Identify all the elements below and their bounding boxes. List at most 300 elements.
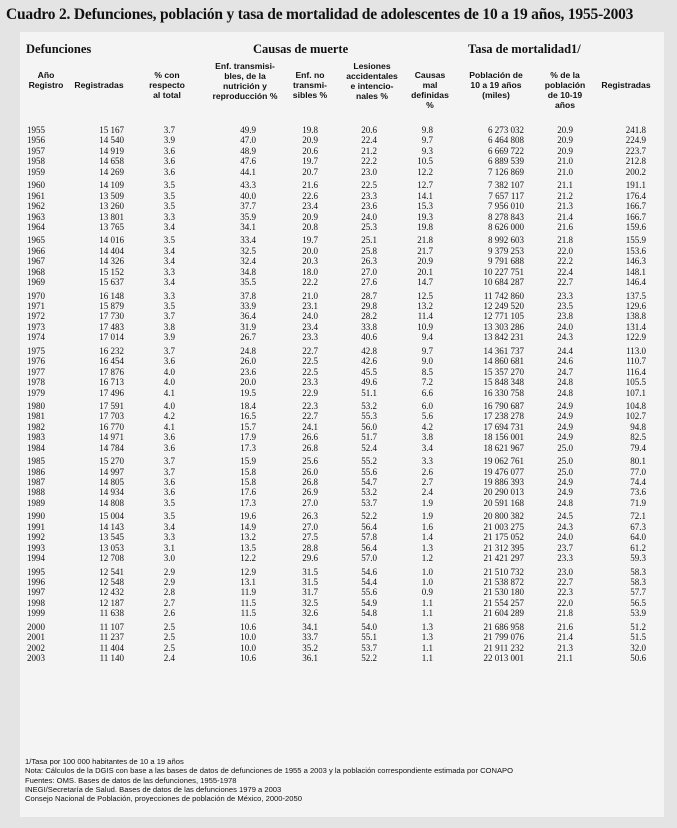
- cell-mal-definidas: 12.5: [417, 290, 433, 301]
- cell-pct-total: 4.0: [163, 377, 175, 388]
- cell-lesiones: 57.0: [361, 553, 377, 564]
- section-tasa-de-mortalidad: Tasa de mortalidad1/: [468, 42, 581, 56]
- cell-enf-no-transmisibles: 22.5: [302, 366, 318, 377]
- cell-lesiones: 56.0: [361, 421, 377, 432]
- cell-poblacion: 7 126 869: [488, 166, 524, 177]
- cell-registradas: 14 404: [99, 245, 124, 256]
- cell-enf-no-transmisibles: 32.5: [302, 597, 318, 608]
- cell-year: 1986: [27, 466, 45, 477]
- header-registradas-tasa: Registradas: [601, 80, 651, 90]
- cell-pct-poblacion: 24.3: [557, 521, 573, 532]
- cell-enf-transmisibles: 37.7: [240, 201, 256, 212]
- cell-year: 1975: [27, 345, 45, 356]
- cell-lesiones: 55.6: [361, 587, 377, 598]
- cell-mal-definidas: 1.0: [421, 576, 433, 587]
- cell-enf-no-transmisibles: 32.6: [302, 608, 318, 619]
- cell-registradas: 14 805: [99, 477, 124, 487]
- cell-mal-definidas: 1.0: [421, 566, 433, 577]
- header-enf-no-transmisibles: Enf. no transmi- sibles %: [292, 70, 328, 100]
- cell-year: 1959: [27, 166, 45, 177]
- cell-pct-total: 3.8: [163, 321, 175, 332]
- cell-pct-poblacion: 25.0: [557, 456, 573, 467]
- cell-tasa-registradas: 105.5: [625, 377, 646, 388]
- note-line: Consejo Nacional de Población, proyecciones de población de México, 2000-2050: [25, 794, 302, 804]
- cell-mal-definidas: 1.1: [421, 608, 433, 619]
- cell-registradas: 14 326: [99, 256, 124, 267]
- cell-lesiones: 21.2: [361, 145, 377, 156]
- note-line: INEGI/Secretaría de Salud. Bases de datos de las defunciones 1979 a 2003: [25, 784, 282, 794]
- cell-enf-no-transmisibles: 27.0: [302, 497, 318, 508]
- cell-registradas: 14 919: [99, 145, 124, 156]
- cell-enf-no-transmisibles: 34.1: [302, 621, 318, 632]
- table-row: [20, 532, 664, 542]
- cell-poblacion: 16 330 758: [483, 387, 524, 398]
- note-line: Nota: Cálculos de la DGIS con base a las bases de datos de defunciones de 1955 a 2003 y la población correspondiente estimada por CONAPO: [25, 766, 513, 776]
- cell-registradas: 13 053: [99, 542, 124, 553]
- note-line: Fuentes: OMS. Bases de datos de las defunciones, 1955-1978: [25, 775, 237, 785]
- cell-enf-no-transmisibles: 24.1: [302, 421, 318, 432]
- cell-mal-definidas: 2.7: [421, 477, 433, 487]
- cell-year: 1998: [27, 597, 45, 608]
- cell-pct-total: 3.6: [163, 156, 175, 167]
- cell-lesiones: 51.7: [361, 432, 377, 443]
- cell-enf-transmisibles: 32.4: [240, 256, 256, 267]
- cell-lesiones: 55.3: [361, 411, 377, 422]
- cell-pct-total: 3.7: [163, 345, 175, 356]
- cell-year: 1960: [27, 180, 45, 191]
- cell-registradas: 14 971: [99, 432, 124, 443]
- cell-enf-transmisibles: 11.5: [240, 608, 256, 619]
- cell-enf-transmisibles: 10.0: [240, 632, 256, 643]
- table-row: [20, 411, 664, 421]
- cell-enf-transmisibles: 36.4: [240, 311, 256, 322]
- cell-mal-definidas: 1.1: [421, 597, 433, 608]
- cell-tasa-registradas: 146.3: [625, 256, 646, 267]
- cell-poblacion: 11 742 860: [483, 290, 524, 301]
- cell-enf-transmisibles: 17.9: [240, 432, 256, 443]
- cell-pct-total: 3.3: [163, 211, 175, 222]
- cell-enf-no-transmisibles: 19.7: [302, 156, 318, 167]
- cell-lesiones: 52.2: [361, 653, 377, 663]
- cell-pct-poblacion: 24.0: [557, 321, 573, 332]
- cell-enf-no-transmisibles: 23.4: [302, 321, 318, 332]
- cell-poblacion: 7 956 010: [488, 201, 524, 212]
- cell-poblacion: 21 175 052: [483, 532, 524, 543]
- cell-pct-total: 3.9: [163, 332, 175, 343]
- cell-enf-no-transmisibles: 21.0: [302, 290, 318, 301]
- header-registradas: Registradas: [74, 80, 124, 90]
- cell-pct-total: 3.4: [163, 521, 175, 532]
- cell-pct-poblacion: 20.9: [557, 135, 573, 146]
- cell-mal-definidas: 6.0: [421, 400, 433, 411]
- cell-pct-total: 2.4: [163, 653, 175, 663]
- cell-enf-transmisibles: 10.0: [240, 642, 256, 653]
- cell-lesiones: 27.0: [361, 266, 377, 277]
- cell-enf-no-transmisibles: 22.3: [302, 400, 318, 411]
- cell-tasa-registradas: 51.2: [630, 621, 646, 632]
- header-lesiones: Lesiones accidentales e intencio- nales %: [346, 61, 398, 101]
- cell-enf-no-transmisibles: 20.7: [302, 166, 318, 177]
- cell-poblacion: 19 062 761: [483, 456, 524, 467]
- cell-enf-no-transmisibles: 22.7: [302, 411, 318, 422]
- cell-poblacion: 21 312 395: [483, 542, 524, 553]
- cell-registradas: 15 879: [99, 301, 124, 311]
- cell-pct-poblacion: 24.4: [557, 345, 573, 356]
- cell-pct-total: 3.6: [163, 356, 175, 367]
- cell-enf-transmisibles: 19.5: [240, 387, 256, 398]
- cell-mal-definidas: 2.4: [421, 487, 433, 498]
- cell-enf-no-transmisibles: 26.8: [302, 477, 318, 487]
- header-poblacion: Población de 10 a 19 años (miles): [469, 70, 523, 100]
- table-row: [20, 135, 664, 145]
- cell-registradas: 15 167: [99, 125, 124, 135]
- cell-enf-transmisibles: 11.9: [240, 587, 256, 598]
- cell-year: 1973: [27, 321, 45, 332]
- cell-tasa-registradas: 129.6: [625, 301, 646, 311]
- cell-pct-poblacion: 23.0: [557, 566, 573, 577]
- cell-lesiones: 52.4: [361, 442, 377, 453]
- section-defunciones: Defunciones: [26, 42, 92, 56]
- cell-lesiones: 29.8: [361, 301, 377, 311]
- table-row: [20, 498, 664, 508]
- cell-enf-no-transmisibles: 28.8: [302, 542, 318, 553]
- table-row: [20, 267, 664, 277]
- cell-poblacion: 6 669 722: [488, 145, 524, 156]
- cell-poblacion: 22 013 001: [483, 653, 524, 663]
- cell-enf-transmisibles: 11.5: [240, 597, 256, 608]
- cell-poblacion: 16 790 687: [483, 400, 524, 411]
- cell-enf-no-transmisibles: 19.8: [302, 125, 318, 135]
- cell-poblacion: 9 791 688: [488, 256, 524, 267]
- cell-year: 1974: [27, 332, 45, 343]
- cell-year: 1983: [27, 432, 45, 443]
- table-row: [20, 235, 664, 245]
- cell-lesiones: 25.8: [361, 245, 377, 256]
- table-row: [20, 643, 664, 653]
- cell-registradas: 13 545: [99, 532, 124, 543]
- cell-enf-transmisibles: 33.9: [240, 301, 256, 311]
- cell-pct-poblacion: 23.5: [557, 301, 573, 311]
- table-row: [20, 180, 664, 190]
- table-body: [20, 125, 664, 663]
- cell-mal-definidas: 9.7: [421, 135, 433, 146]
- cell-tasa-registradas: 110.7: [626, 356, 646, 367]
- cell-year: 2001: [27, 632, 45, 643]
- table-row: [20, 456, 664, 466]
- cell-lesiones: 56.4: [361, 521, 377, 532]
- cell-pct-poblacion: 22.7: [557, 576, 573, 587]
- table-row: [20, 622, 664, 632]
- cell-mal-definidas: 0.9: [421, 587, 433, 598]
- cell-enf-transmisibles: 10.6: [240, 621, 256, 632]
- cell-year: 1988: [27, 487, 45, 498]
- cell-enf-no-transmisibles: 26.6: [302, 432, 318, 443]
- cell-year: 1971: [27, 301, 45, 311]
- cell-lesiones: 45.5: [361, 366, 377, 377]
- cell-mal-definidas: 9.8: [421, 125, 433, 135]
- cell-enf-transmisibles: 44.1: [240, 166, 256, 177]
- cell-tasa-registradas: 61.2: [630, 542, 646, 553]
- cell-enf-no-transmisibles: 20.3: [302, 256, 318, 267]
- cell-tasa-registradas: 241.8: [625, 125, 646, 135]
- cell-mal-definidas: 1.3: [421, 621, 433, 632]
- cell-enf-no-transmisibles: 31.7: [302, 587, 318, 598]
- cell-pct-poblacion: 24.5: [557, 511, 573, 522]
- cell-tasa-registradas: 102.7: [625, 411, 646, 422]
- cell-pct-poblacion: 22.0: [557, 597, 573, 608]
- title-band: [0, 0, 677, 30]
- cell-poblacion: 21 003 275: [483, 521, 524, 532]
- cell-pct-poblacion: 21.1: [557, 653, 573, 663]
- cell-pct-total: 3.5: [163, 511, 175, 522]
- cell-pct-poblacion: 21.6: [557, 221, 573, 232]
- cell-enf-transmisibles: 13.5: [240, 542, 256, 553]
- cell-year: 1972: [27, 311, 45, 322]
- cell-registradas: 14 269: [99, 166, 124, 177]
- cell-mal-definidas: 1.2: [421, 553, 433, 564]
- cell-mal-definidas: 20.9: [417, 256, 433, 267]
- cell-tasa-registradas: 176.4: [625, 190, 646, 201]
- cell-pct-poblacion: 24.8: [557, 377, 573, 388]
- cell-registradas: 14 540: [99, 135, 124, 146]
- cell-poblacion: 21 510 732: [483, 566, 524, 577]
- cell-tasa-registradas: 32.0: [630, 642, 646, 653]
- cell-tasa-registradas: 82.5: [630, 432, 646, 443]
- cell-mal-definidas: 9.3: [421, 145, 433, 156]
- cell-pct-poblacion: 24.0: [557, 532, 573, 543]
- cell-pct-total: 2.5: [163, 632, 175, 643]
- cell-enf-transmisibles: 17.6: [240, 487, 256, 498]
- cell-pct-total: 3.4: [163, 256, 175, 267]
- cell-lesiones: 57.8: [361, 532, 377, 543]
- cell-lesiones: 53.7: [361, 497, 377, 508]
- cell-registradas: 14 997: [99, 466, 124, 477]
- cell-year: 2002: [27, 642, 45, 653]
- cell-pct-poblacion: 21.6: [557, 621, 573, 632]
- cell-pct-total: 3.3: [163, 532, 175, 543]
- cell-enf-transmisibles: 15.7: [240, 421, 256, 432]
- cell-enf-transmisibles: 26.0: [240, 356, 256, 367]
- cell-year: 1956: [27, 135, 45, 146]
- cell-registradas: 15 152: [99, 266, 124, 277]
- cell-enf-transmisibles: 37.8: [240, 290, 256, 301]
- cell-pct-poblacion: 22.0: [557, 245, 573, 256]
- cell-registradas: 15 004: [99, 511, 124, 522]
- table-row: [20, 477, 664, 487]
- cell-registradas: 17 730: [99, 311, 124, 322]
- cell-registradas: 16 232: [99, 345, 124, 356]
- cell-poblacion: 14 860 681: [483, 356, 524, 367]
- cell-pct-total: 2.9: [163, 566, 175, 577]
- cell-enf-transmisibles: 33.4: [240, 235, 256, 246]
- cell-year: 1955: [27, 125, 45, 135]
- header-causas-mal-definidas: Causas mal definidas %: [411, 70, 449, 110]
- cell-enf-no-transmisibles: 35.2: [302, 642, 318, 653]
- cell-poblacion: 10 227 751: [483, 266, 524, 277]
- cell-tasa-registradas: 80.1: [630, 456, 646, 467]
- cell-poblacion: 21 799 076: [483, 632, 524, 643]
- cell-year: 1979: [27, 387, 45, 398]
- cell-year: 1995: [27, 566, 45, 577]
- cell-year: 1958: [27, 156, 45, 167]
- cell-pct-poblacion: 25.0: [557, 442, 573, 453]
- table-row: [20, 346, 664, 356]
- cell-mal-definidas: 20.1: [417, 266, 433, 277]
- table-row: [20, 311, 664, 321]
- cell-enf-transmisibles: 49.9: [240, 125, 256, 135]
- table-row: [20, 256, 664, 266]
- cell-pct-total: 3.5: [163, 301, 175, 311]
- cell-lesiones: 52.2: [361, 511, 377, 522]
- cell-enf-no-transmisibles: 26.9: [302, 487, 318, 498]
- cell-year: 1990: [27, 511, 45, 522]
- cell-registradas: 15 270: [99, 456, 124, 467]
- cell-pct-total: 3.6: [163, 145, 175, 156]
- cell-poblacion: 21 538 872: [483, 576, 524, 587]
- cell-tasa-registradas: 51.5: [630, 632, 646, 643]
- table-row: [20, 222, 664, 232]
- cell-pct-total: 4.2: [163, 411, 175, 422]
- cell-pct-poblacion: 22.4: [557, 266, 573, 277]
- cell-enf-transmisibles: 34.1: [240, 221, 256, 232]
- cell-enf-transmisibles: 40.0: [240, 190, 256, 201]
- cell-pct-poblacion: 21.2: [557, 190, 573, 201]
- cell-mal-definidas: 8.5: [421, 366, 433, 377]
- cell-pct-total: 3.3: [163, 266, 175, 277]
- cell-pct-total: 3.1: [163, 542, 175, 553]
- cell-enf-no-transmisibles: 29.6: [302, 553, 318, 564]
- cell-tasa-registradas: 57.7: [630, 587, 646, 598]
- header-enf-transmisibles: Enf. transmisi- bles, de la nutrición y reproducción %: [212, 61, 278, 101]
- cell-registradas: 11 237: [99, 632, 124, 643]
- cell-poblacion: 20 800 382: [483, 511, 524, 522]
- cell-year: 1999: [27, 608, 45, 619]
- cell-enf-no-transmisibles: 23.1: [302, 301, 318, 311]
- cell-enf-no-transmisibles: 20.6: [302, 145, 318, 156]
- table-row: [20, 377, 664, 387]
- cell-enf-transmisibles: 13.2: [240, 532, 256, 543]
- table-row: [20, 388, 664, 398]
- cell-lesiones: 56.4: [361, 542, 377, 553]
- cell-poblacion: 21 686 958: [483, 621, 524, 632]
- cell-mal-definidas: 1.3: [421, 542, 433, 553]
- cell-pct-total: 3.4: [163, 277, 175, 288]
- cell-poblacion: 8 626 000: [488, 221, 524, 232]
- cell-enf-no-transmisibles: 22.2: [302, 277, 318, 288]
- cell-lesiones: 54.8: [361, 608, 377, 619]
- header-pct-poblacion: % de la población de 10-19 años: [544, 70, 586, 110]
- cell-pct-poblacion: 21.4: [557, 632, 573, 643]
- cell-year: 1962: [27, 201, 45, 212]
- cell-enf-no-transmisibles: 19.7: [302, 235, 318, 246]
- cell-pct-total: 2.5: [163, 621, 175, 632]
- table-row: [20, 653, 664, 663]
- table-notes: [25, 757, 513, 803]
- cell-lesiones: 49.6: [361, 377, 377, 388]
- cell-mal-definidas: 2.6: [421, 466, 433, 477]
- table-row: [20, 291, 664, 301]
- cell-mal-definidas: 11.4: [417, 311, 433, 322]
- cell-mal-definidas: 15.3: [417, 201, 433, 212]
- cell-tasa-registradas: 166.7: [625, 211, 646, 222]
- cell-tasa-registradas: 116.4: [626, 366, 646, 377]
- cell-pct-total: 3.6: [163, 442, 175, 453]
- cell-registradas: 14 808: [99, 497, 124, 508]
- cell-pct-total: 3.0: [163, 553, 175, 564]
- cell-poblacion: 19 886 393: [483, 477, 524, 487]
- cell-lesiones: 42.8: [361, 345, 377, 356]
- cell-poblacion: 20 591 168: [483, 497, 524, 508]
- cell-pct-poblacion: 22.7: [557, 277, 573, 288]
- cell-mal-definidas: 7.2: [421, 377, 433, 388]
- cell-registradas: 16 148: [99, 290, 124, 301]
- cell-enf-no-transmisibles: 26.8: [302, 442, 318, 453]
- cell-poblacion: 21 604 289: [483, 608, 524, 619]
- cell-pct-total: 3.6: [163, 166, 175, 177]
- cell-registradas: 14 109: [99, 180, 124, 191]
- cell-mal-definidas: 9.0: [421, 356, 433, 367]
- cell-pct-poblacion: 23.3: [557, 290, 573, 301]
- table-row: [20, 511, 664, 521]
- cell-enf-transmisibles: 17.3: [240, 497, 256, 508]
- cell-registradas: 12 432: [99, 587, 124, 598]
- cell-pct-total: 3.5: [163, 201, 175, 212]
- table-row: [20, 543, 664, 553]
- table-row: [20, 487, 664, 497]
- cell-registradas: 11 140: [99, 653, 124, 663]
- cell-pct-poblacion: 21.1: [557, 180, 573, 191]
- cell-registradas: 14 143: [99, 521, 124, 532]
- cell-pct-total: 2.7: [163, 597, 175, 608]
- cell-enf-no-transmisibles: 31.5: [302, 576, 318, 587]
- table-row: [20, 322, 664, 332]
- cell-year: 1994: [27, 553, 45, 564]
- cell-registradas: 11 107: [99, 621, 124, 632]
- cell-poblacion: 21 554 257: [483, 597, 524, 608]
- cell-pct-poblacion: 22.2: [557, 256, 573, 267]
- cell-year: 1981: [27, 411, 45, 422]
- cell-registradas: 17 496: [99, 387, 124, 398]
- cell-pct-poblacion: 24.9: [557, 421, 573, 432]
- cell-pct-total: 3.7: [163, 311, 175, 322]
- table-row: [20, 443, 664, 453]
- cell-pct-poblacion: 24.8: [557, 497, 573, 508]
- cell-pct-poblacion: 21.3: [557, 642, 573, 653]
- table-row: [20, 587, 664, 597]
- table-row: [20, 401, 664, 411]
- cell-pct-poblacion: 24.3: [557, 332, 573, 343]
- cell-year: 1991: [27, 521, 45, 532]
- cell-tasa-registradas: 212.8: [625, 156, 646, 167]
- cell-registradas: 13 765: [99, 221, 124, 232]
- cell-year: 1985: [27, 456, 45, 467]
- cell-mal-definidas: 1.9: [421, 497, 433, 508]
- cell-enf-no-transmisibles: 20.0: [302, 245, 318, 256]
- cell-pct-poblacion: 23.8: [557, 311, 573, 322]
- cell-enf-no-transmisibles: 20.8: [302, 221, 318, 232]
- cell-pct-total: 4.0: [163, 366, 175, 377]
- cell-pct-total: 3.9: [163, 135, 175, 146]
- cell-mal-definidas: 14.7: [417, 277, 433, 288]
- cell-poblacion: 6 464 808: [488, 135, 524, 146]
- cell-tasa-registradas: 138.8: [625, 311, 646, 322]
- cell-tasa-registradas: 191.1: [625, 180, 646, 191]
- cell-tasa-registradas: 73.6: [630, 487, 646, 498]
- cell-poblacion: 13 303 286: [483, 321, 524, 332]
- cell-enf-transmisibles: 14.9: [240, 521, 256, 532]
- cell-mal-definidas: 21.8: [417, 235, 433, 246]
- cell-tasa-registradas: 223.7: [625, 145, 646, 156]
